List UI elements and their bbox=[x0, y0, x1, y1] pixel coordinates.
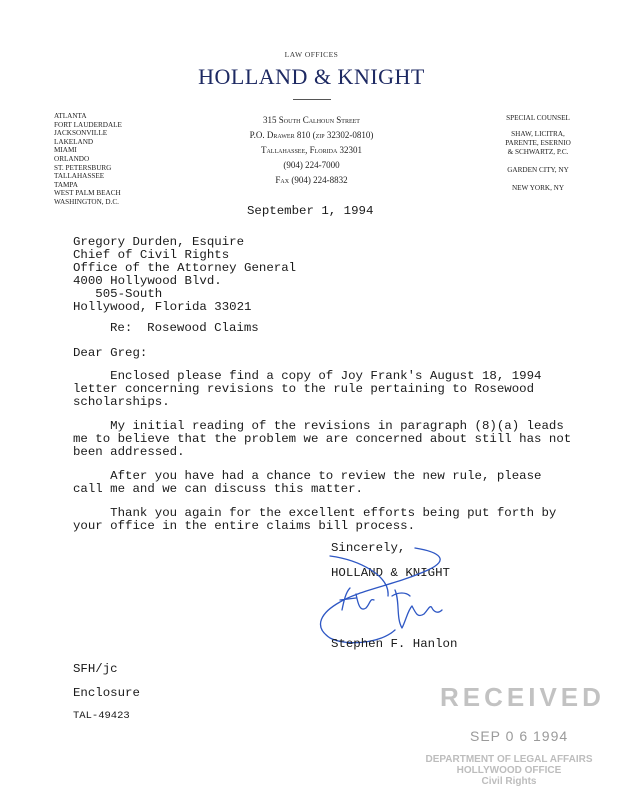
office-location: FORT LAUDERDALE bbox=[54, 120, 122, 129]
stamp-department-line: DEPARTMENT OF LEGAL AFFAIRS bbox=[425, 754, 593, 765]
paragraph-line: letter concerning revisions to the rule pertaining to Rosewood bbox=[73, 382, 535, 396]
paragraph-line: your office in the entire claims bill process. bbox=[73, 519, 416, 533]
typist-initials: SFH/jc bbox=[73, 662, 118, 676]
recipient-line: Hollywood, Florida 33021 bbox=[73, 300, 252, 314]
paragraph-line: me to believe that the problem we are concerned about still has not bbox=[73, 432, 572, 446]
closing: Sincerely, bbox=[331, 541, 406, 555]
paragraph-line: scholarships. bbox=[73, 395, 170, 409]
recipient-line: Chief of Civil Rights bbox=[73, 248, 230, 262]
recipient-line: Office of the Attorney General bbox=[73, 261, 297, 275]
law-offices-label: LAW OFFICES bbox=[284, 50, 339, 59]
re-line: Re: Rosewood Claims bbox=[110, 321, 259, 335]
paragraph-line: Enclosed please find a copy of Joy Frank's August 18, 1994 bbox=[73, 369, 542, 383]
office-location: ATLANTA bbox=[54, 112, 87, 120]
counsel-firm-line: SHAW, LICITRA, bbox=[511, 130, 565, 138]
counsel-firm-line: & SCHWARTZ, P.C. bbox=[507, 148, 569, 156]
received-stamp-department bbox=[424, 754, 594, 787]
special-counsel-block bbox=[478, 114, 598, 193]
paragraph-line: Thank you again for the excellent efforts being put forth by bbox=[73, 506, 557, 520]
office-location: WEST PALM BEACH bbox=[54, 189, 121, 198]
office-location: TALLAHASSEE bbox=[54, 172, 105, 181]
address-street: 315 South Calhoun Street bbox=[263, 115, 360, 125]
office-location: WASHINGTON, D.C. bbox=[54, 197, 119, 206]
address-po-drawer: P.O. Drawer 810 (zip 32302-0810) bbox=[249, 130, 374, 140]
firm-name: HOLLAND & KNIGHT bbox=[198, 64, 425, 89]
stamp-department-line: HOLLYWOOD OFFICE bbox=[456, 765, 562, 776]
paragraph-line: After you have had a chance to review the new rule, please bbox=[73, 469, 542, 483]
office-location: JACKSONVILLE bbox=[54, 129, 108, 138]
paragraph-line: been addressed. bbox=[73, 445, 185, 459]
recipient-line: Gregory Durden, Esquire bbox=[73, 235, 245, 249]
address-phone: (904) 224-7000 bbox=[283, 160, 340, 170]
letter-date: September 1, 1994 bbox=[247, 204, 374, 218]
paragraph-line: call me and we can discuss this matter. bbox=[73, 482, 363, 496]
salutation: Dear Greg: bbox=[73, 346, 148, 360]
received-stamp: RECEIVED bbox=[440, 682, 605, 712]
stamp-department-line: Civil Rights bbox=[481, 776, 537, 787]
signer-name: Stephen F. Hanlon bbox=[331, 637, 458, 651]
office-location: ORLANDO bbox=[54, 154, 90, 163]
closing-firm: HOLLAND & KNIGHT bbox=[331, 566, 450, 580]
counsel-city: GARDEN CITY, NY bbox=[507, 166, 569, 174]
office-location: LAKELAND bbox=[54, 137, 94, 146]
received-stamp-date: SEP 0 6 1994 bbox=[470, 728, 569, 744]
address-fax: Fax (904) 224-8832 bbox=[275, 175, 348, 185]
office-location: TAMPA bbox=[54, 180, 78, 189]
office-location: MIAMI bbox=[54, 146, 77, 155]
handwritten-signature bbox=[300, 530, 470, 650]
special-counsel-heading: SPECIAL COUNSEL bbox=[506, 114, 570, 122]
office-location: ST. PETERSBURG bbox=[54, 163, 112, 172]
document-number: TAL-49423 bbox=[73, 710, 130, 722]
address-city: Tallahassee, Florida 32301 bbox=[260, 145, 363, 155]
letterhead-divider bbox=[293, 99, 331, 100]
counsel-firm-line: PARENTE, ESERNIO bbox=[505, 139, 571, 147]
paragraph-line: My initial reading of the revisions in paragraph (8)(a) leads bbox=[73, 419, 564, 433]
recipient-line: 505-South bbox=[73, 287, 163, 301]
counsel-city: NEW YORK, NY bbox=[511, 184, 565, 192]
recipient-line: 4000 Hollywood Blvd. bbox=[73, 274, 222, 288]
enclosure-note: Enclosure bbox=[73, 686, 140, 700]
